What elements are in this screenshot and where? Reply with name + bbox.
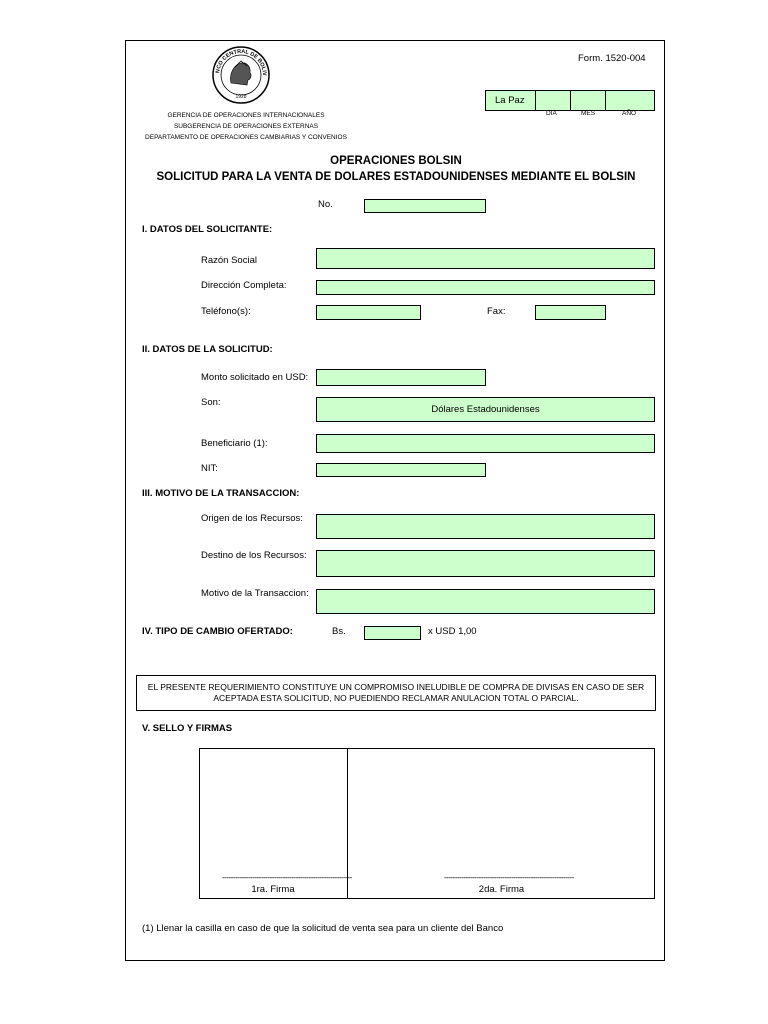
origen-label: Origen de los Recursos:	[201, 513, 303, 524]
section-4-title: IV. TIPO DE CAMBIO OFERTADO:	[142, 626, 293, 637]
year-label: AÑO	[622, 110, 637, 117]
section-2-title: II. DATOS DE LA SOLICITUD:	[142, 344, 273, 355]
month-label: MES	[581, 110, 596, 117]
month-field[interactable]	[570, 90, 606, 111]
nit-field[interactable]	[316, 463, 486, 477]
son-field[interactable]	[316, 397, 655, 422]
exchange-rate-field[interactable]	[364, 626, 421, 640]
fax-field[interactable]	[535, 305, 606, 320]
telefono-label: Teléfono(s):	[201, 306, 251, 317]
origen-field[interactable]	[316, 514, 655, 539]
logo-text: NCO CENTRAL DE BOLIV	[215, 48, 268, 76]
direccion-field[interactable]	[316, 280, 655, 295]
title-line-1: OPERACIONES BOLSIN	[330, 155, 462, 167]
day-label: DIA	[546, 110, 557, 117]
central-bank-seal-logo	[211, 45, 271, 105]
per-usd-label: x USD 1,00	[428, 626, 477, 637]
form-page	[125, 40, 665, 961]
notice-line-1: EL PRESENTE REQUERIMIENTO CONSTITUYE UN COMPROMISO INELUDIBLE DE COMPRA DE DIVISAS EN CASO DE SER	[147, 682, 645, 692]
day-field[interactable]	[535, 90, 571, 111]
destino-field[interactable]	[316, 550, 655, 577]
signature-2-label: 2da. Firma	[478, 884, 525, 895]
beneficiario-field[interactable]	[316, 434, 655, 453]
number-label: No.	[318, 199, 333, 210]
fax-label: Fax:	[487, 306, 506, 317]
title-line-2: SOLICITUD PARA LA VENTA DE DOLARES ESTADOUNIDENSES MEDIANTE EL BOLSIN	[156, 171, 636, 183]
dept-line-3: DEPARTAMENTO DE OPERACIONES CAMBIARIAS Y CONVENIOS	[145, 134, 347, 141]
section-1-title: I. DATOS DEL SOLICITANTE:	[142, 224, 273, 235]
year-field[interactable]	[605, 90, 655, 111]
motivo-field[interactable]	[316, 589, 655, 614]
section-5-title: V. SELLO Y FIRMAS	[142, 723, 233, 734]
city-box	[485, 90, 536, 111]
beneficiario-label: Beneficiario (1):	[201, 438, 268, 449]
razon-social-field[interactable]	[316, 248, 655, 269]
nit-label: NIT:	[201, 463, 218, 474]
destino-label: Destino de los Recursos:	[201, 550, 307, 561]
number-field[interactable]	[364, 199, 486, 213]
signature-line-2: ------------------------------------------------------------	[444, 873, 574, 882]
monto-field[interactable]	[316, 369, 486, 386]
motivo-label: Motivo de la Transaccion:	[201, 588, 309, 599]
monto-label: Monto solicitado en USD:	[201, 372, 309, 383]
currency-label: Bs.	[332, 626, 346, 637]
razon-social-label: Razón Social	[201, 255, 257, 266]
dept-line-2: SUBGERENCIA DE OPERACIONES EXTERNAS	[173, 123, 319, 130]
notice-line-2: ACEPTADA ESTA SOLICITUD, NO PUEDIENDO RECLAMAR ANULACION TOTAL O PARCIAL.	[213, 693, 579, 703]
form-number: Form. 1520-004	[578, 53, 646, 64]
son-value: Dólares Estadounidenses	[431, 404, 540, 415]
telefono-field[interactable]	[316, 305, 421, 320]
son-label: Son:	[201, 397, 221, 408]
logo-year: 1928	[235, 94, 247, 100]
signature-line-1: ------------------------------------------------------------	[222, 873, 352, 882]
direccion-label: Dirección Completa:	[201, 280, 287, 291]
signature-1-label: 1ra. Firma	[251, 884, 295, 895]
commitment-notice	[136, 675, 656, 711]
footnote: (1) Llenar la casilla en caso de que la solicitud de venta sea para un cliente del Banco	[142, 923, 504, 934]
city-label: La Paz	[495, 95, 525, 106]
section-3-title: III. MOTIVO DE LA TRANSACCION:	[142, 488, 300, 499]
dept-line-1: GERENCIA DE OPERACIONES INTERNACIONALES	[167, 112, 325, 119]
